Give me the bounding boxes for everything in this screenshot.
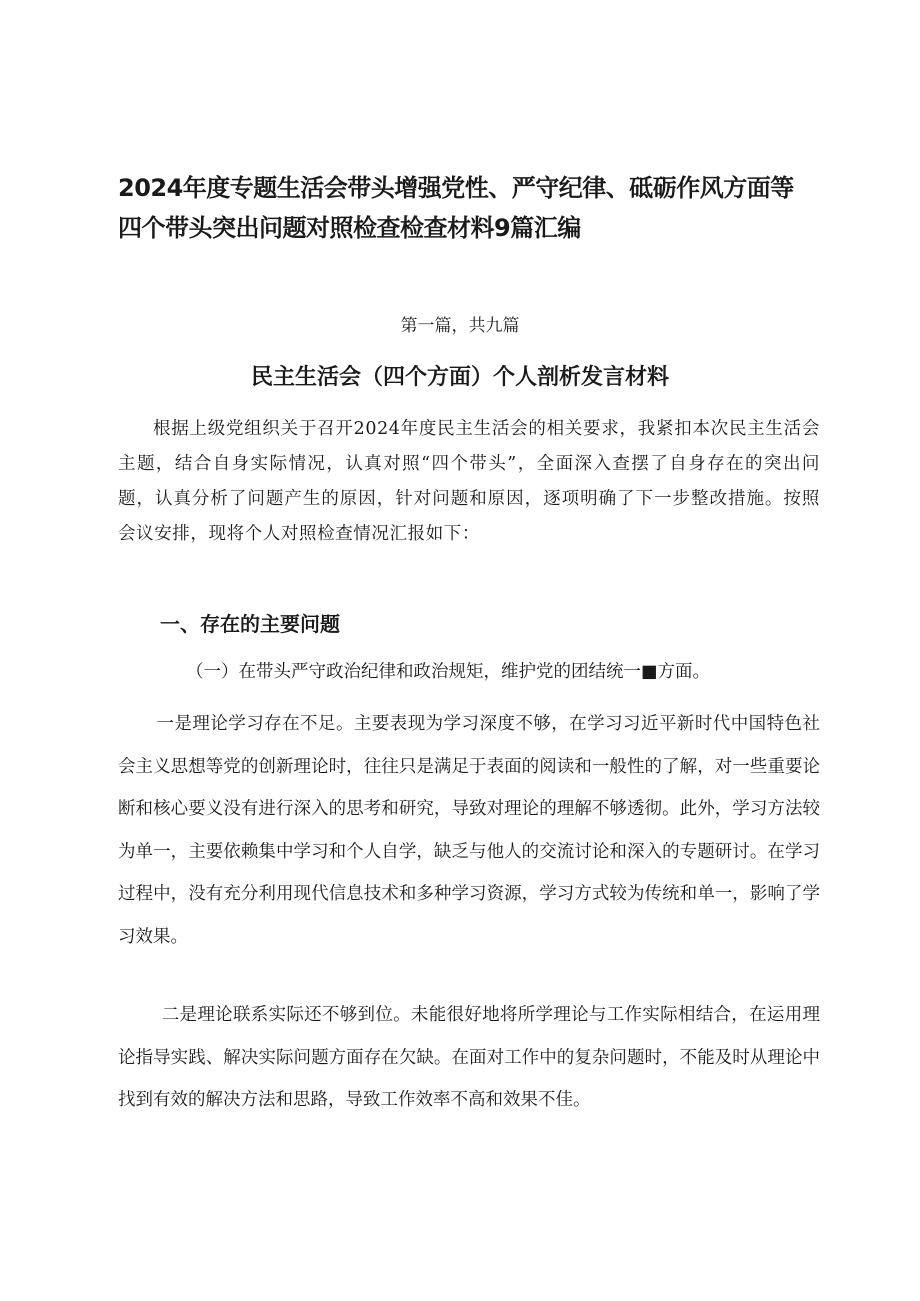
part-label: 第一篇，共九篇 (400, 316, 520, 336)
sub-heading-political-discipline: （一）在带头严守政治纪律和政治规矩，维护党的团结统一■方面。 (186, 662, 711, 682)
section-title: 民主生活会（四个方面）个人剖析发言材料 (250, 365, 669, 390)
paragraph-theory-study: 一是理论学习存在不足。主要表现为学习深度不够，在学习习近平新时代中国特色社会主义思想等党的创新理论时，往往只是满足于表面的阅读和一般性的了解，对一些重要论断和核心要义没有进行深入的思考和研究，导致对理论的理解不够透彻。此外，学习方法较为单一，主要依赖集中学习和个人自学，缺乏与他人的交流讨论和深入的专题研讨。在学习过程中，没有充分利用现代信息技术和多种学习资源，学习方式较为传统和单一，影响了学习效果。 (118, 714, 820, 947)
paragraph-theory-practice: 二是理论联系实际还不够到位。未能很好地将所学理论与工作实际相结合，在运用理论指导实践、解决实际问题方面存在欠缺。在面对工作中的复杂问题时，不能及时从理论中找到有效的解决方法和思路，导致工作效率不高和效果不佳。 (118, 1005, 820, 1110)
heading-main-problems: 一、存在的主要问题 (160, 612, 340, 636)
document-title (118, 168, 838, 248)
document-title-line-2: 四个带头突出问题对照检查检查材料9篇汇编 (118, 214, 581, 242)
intro-paragraph: 根据上级党组织关于召开2024年度民主生活会的相关要求，我紧扣本次民主生活会主题，结合自身实际情况，认真对照“四个带头”，全面深入查摆了自身存在的突出问题，认真分析了问题产生的原因，针对问题和原因，逐项明确了下一步整改措施。按照会议安排，现将个人对照检查情况汇报如下： (118, 419, 820, 544)
document-title-line-1: 2024年度专题生活会带头增强党性、严守纪律、砥砺作风方面等 (118, 174, 794, 202)
